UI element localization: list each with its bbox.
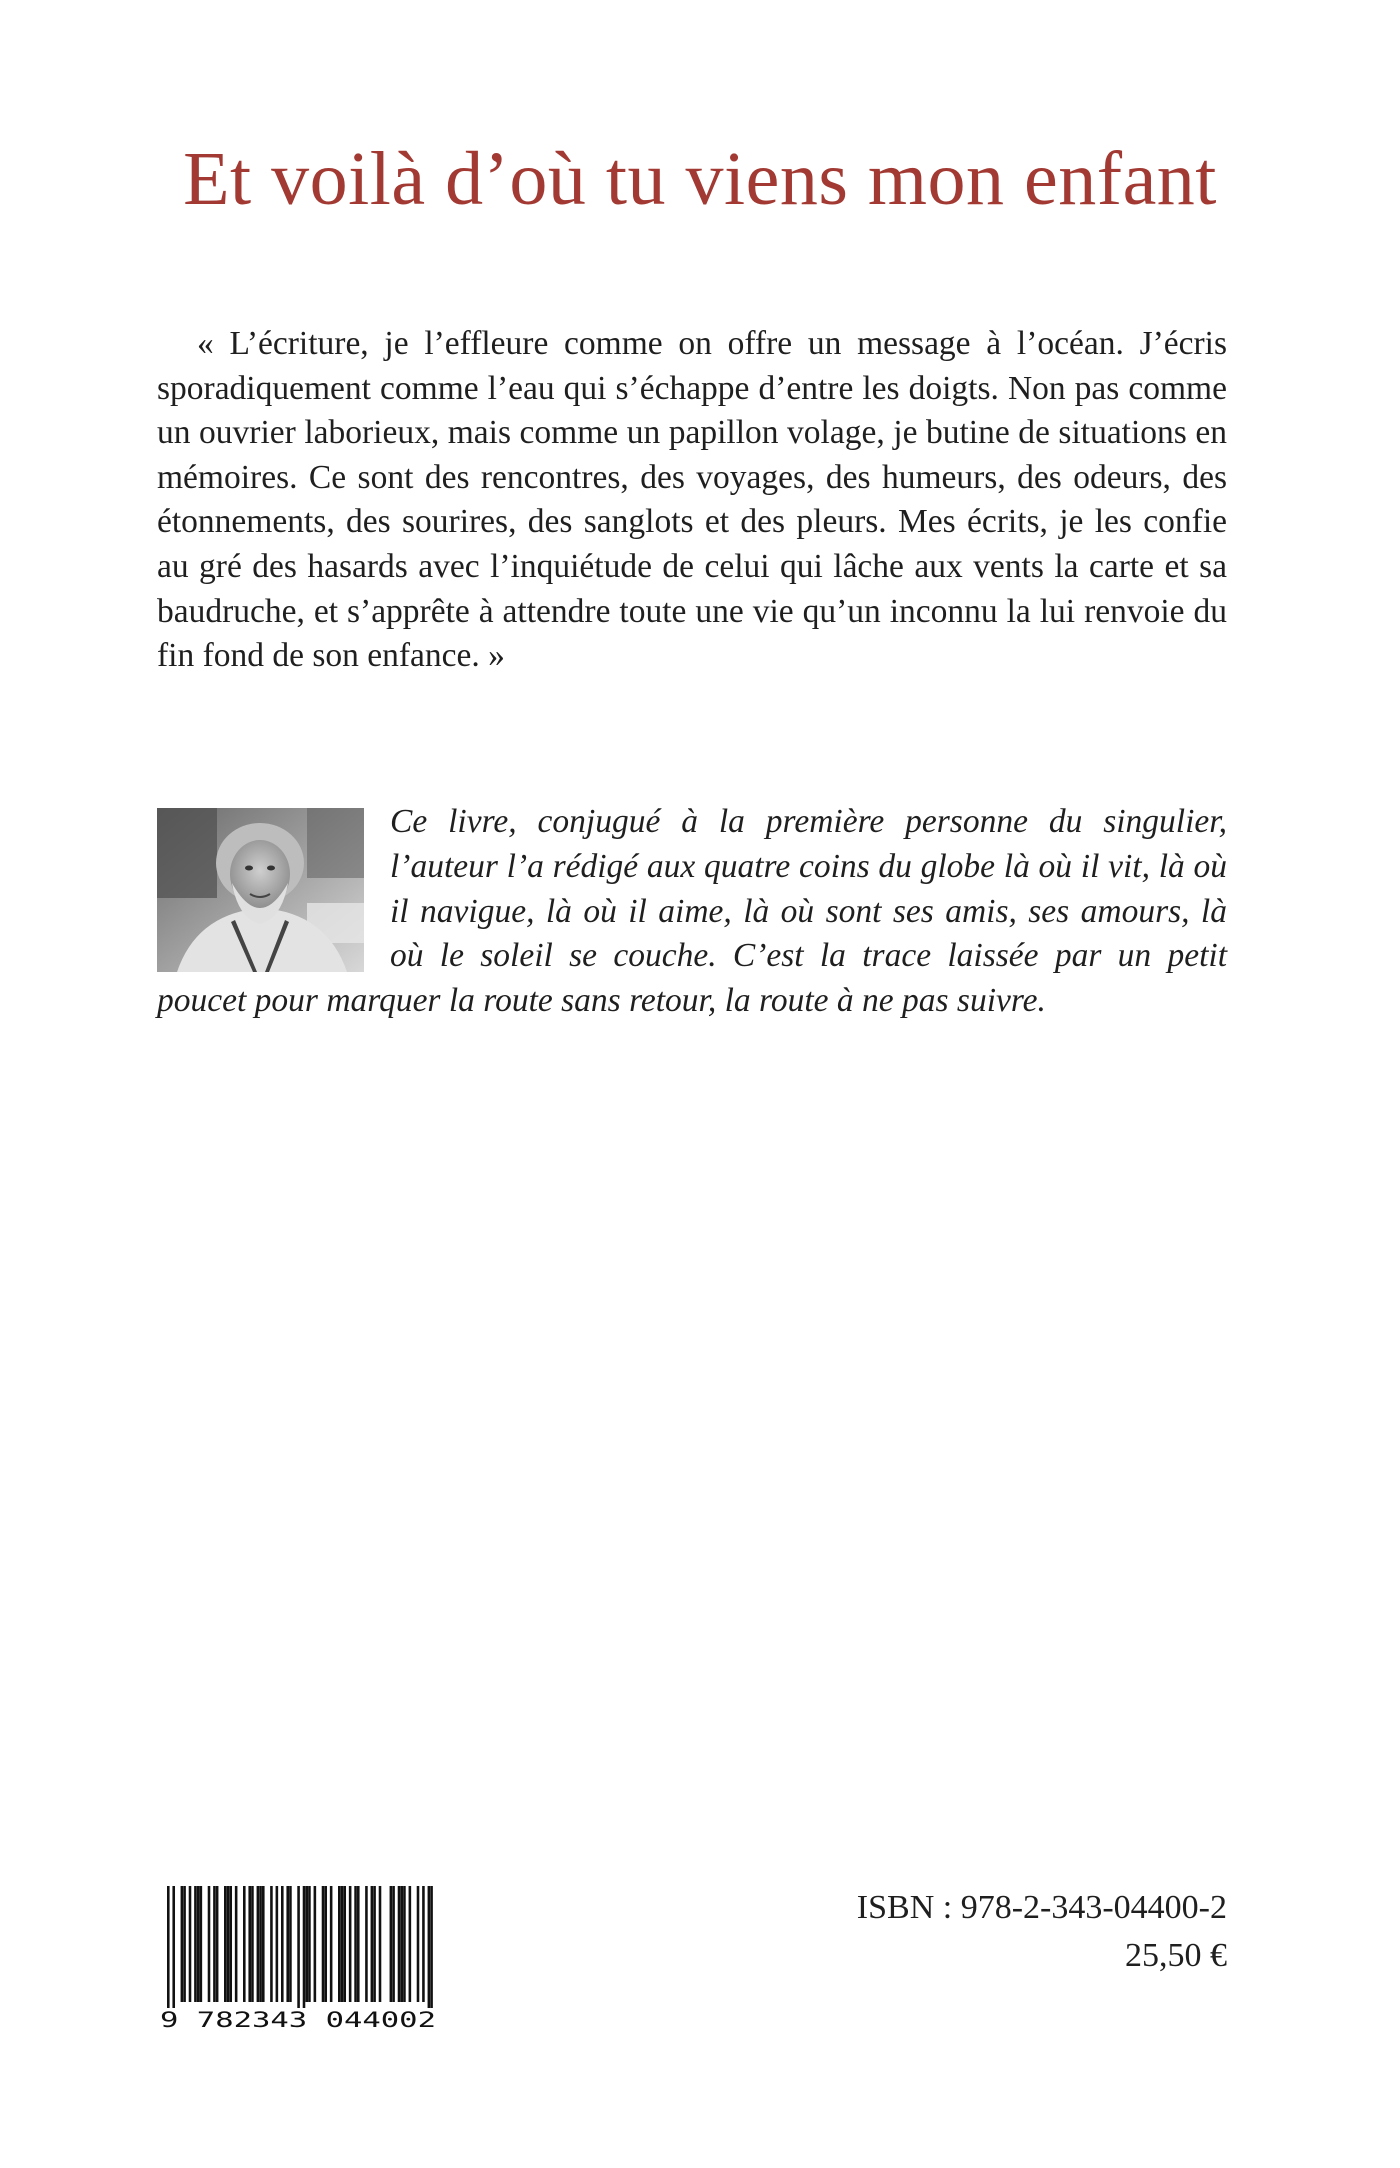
barcode-bar [181,1886,184,2002]
barcode-bar [379,1886,382,2002]
barcode-bar [422,1886,425,2002]
price: 25,50 € [1125,1937,1227,1974]
barcode-bar [305,1886,308,2002]
book-title: Et voilà d’où tu viens mon enfant [183,137,1217,221]
barcode-bar [297,1886,300,2008]
barcode-bar [322,1886,325,2002]
barcode-bar [330,1886,333,2002]
barcode-bar [409,1886,412,2002]
barcode-bar [428,1886,431,2008]
author-quote: « L’écriture, je l’effleure comme on offre un message à l’océan. J’écris sporadiquement comme l’eau qui s’échappe d’entre les doigts. Non pas comme un ouvrier laborieux, mais comme un papillon volage, je butine de situations en mémoires. Ce sont des rencontres, des voyages, des humeurs, des odeurs, des étonnements, des sourires, des sanglots et des pleurs. Mes écrits, je les confie au gré des hasards avec l’inquiétude de celui qui lâche aux vents la carte et sa baudruche, et s’apprête à attendre toute une vie qu’un inconnu la lui renvoie du fin fond de son enfance. » [157,325,1227,675]
barcode-bar [403,1886,406,2002]
barcode-bar [373,1886,376,2002]
barcode-bar [430,1886,433,2008]
barcode-bar [200,1886,203,2002]
barcode-bar [286,1886,289,2002]
barcode-bar [194,1886,197,2002]
isbn: ISBN : 978-2-343-04400-2 [856,1889,1227,1926]
barcode-bar [398,1886,401,2002]
barcode-bar [289,1886,292,2002]
barcode-bar [392,1886,395,2002]
barcode-bar [365,1886,368,2002]
barcode-bar [270,1886,273,2002]
barcode-bar [338,1886,341,2002]
barcode [157,1882,440,2032]
barcode-bar [189,1886,192,2002]
barcode-digits: 9 782343 044002 [160,2008,436,2032]
barcode-bar [343,1886,346,2002]
book-blurb [157,800,1227,1024]
barcode-bar [183,1886,186,2002]
barcode-bar [208,1886,211,2002]
barcode-bar [308,1886,311,2002]
barcode-bar [259,1886,262,2002]
barcode-bar [303,1886,306,2008]
barcode-bar [349,1886,352,2002]
barcode-bar [248,1886,251,2002]
barcode-bar [172,1886,175,2008]
barcode-bar [167,1886,170,2008]
barcode-bar [324,1886,327,2002]
barcode-bar [224,1886,227,2002]
barcode-bar [216,1886,219,2002]
barcode-bar [341,1886,344,2002]
barcode-bar [213,1886,216,2002]
barcode-bar [227,1886,230,2002]
barcode-bar [243,1886,246,2002]
barcode-bar [281,1886,284,2002]
barcode-bar [197,1886,200,2002]
barcode-bar [390,1886,393,2002]
blurb-text: Ce livre, conjugué à la première personne du singulier, l’auteur l’a rédigé aux quatre coins du globe là où il vit, là où il navigue, là où il aime, là où sont ses amis, ses amours, là où le soleil se couche. C’est la trace laissée par un petit poucet pour marquer la route sans retour, la route à ne pas suivre. [157,803,1227,1020]
barcode-bar [371,1886,374,2002]
barcode-bar [262,1886,265,2002]
barcode-bar [354,1886,357,2002]
photo-spacer [157,800,390,972]
barcode-bar [314,1886,317,2002]
barcode-bar [357,1886,360,2002]
barcode-bar [235,1886,238,2002]
barcode-bar [251,1886,254,2002]
barcode-bar [257,1886,260,2002]
barcode-bar [276,1886,279,2002]
barcode-bar [229,1886,232,2002]
barcode-bar [417,1886,420,2002]
barcode-bar [400,1886,403,2002]
